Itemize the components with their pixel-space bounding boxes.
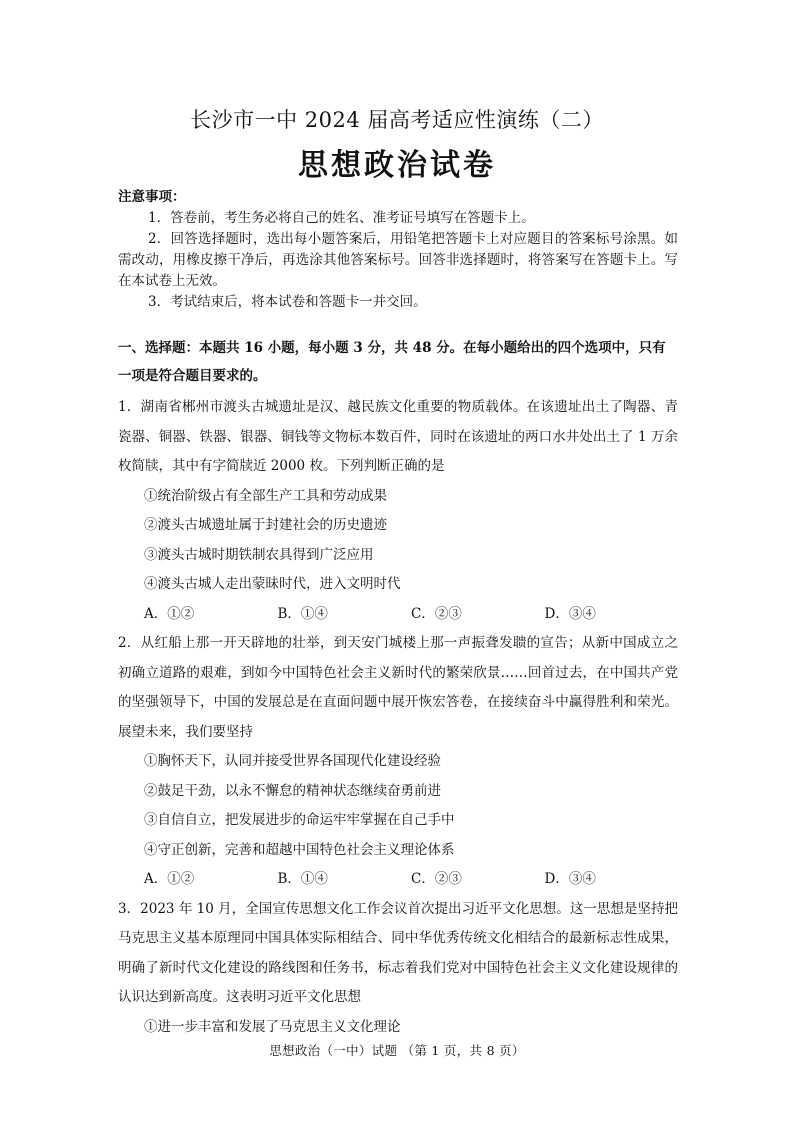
notice-item: 1．答卷前，考生务必将自己的姓名、准考证号填写在答题卡上。 [148, 210, 535, 226]
choice-d: D．③④ [544, 605, 596, 622]
choice-c: C．②③ [411, 871, 462, 887]
answer-choices [118, 600, 678, 630]
question-option: ②渡头古城遗址属于封建社会的历史遗迹 [144, 517, 387, 533]
question-option: ④守正创新，完善和超越中国特色社会主义理论体系 [144, 841, 455, 858]
notice-item: 2．回答选择题时，选出每小题答案后，用铅笔把答题卡上对应题目的答案标号涂黑。如需改动，用橡皮擦干净后，再选涂其他答案标号。回答非选择题时，将答案写在答题卡上。写在本试卷上无效。 [118, 231, 678, 289]
question-stem: 3．2023 年 10 月，全国宣传思想文化工作会议首次提出习近平文化思想。这一思想是坚持把马克思主义基本原理同中国具体实际相结合、同中华优秀传统文化相结合的最新标志性成果，明确了新时代文化建设的路线图和任务书，标志着我们党对中国特色社会主义文化建设规律的认识达到新高度。这表明习近平文化思想 [118, 900, 678, 1005]
exam-subject-title: 思想政治试卷 [298, 148, 496, 183]
notice-item: 3．考试结束后，将本试卷和答题卡一并交回。 [148, 294, 427, 310]
choice-c: C．②③ [411, 605, 462, 622]
question-option: ①统治阶级占有全部生产工具和劳动成果 [144, 487, 387, 504]
question-list [118, 393, 678, 1042]
question-option: ①进一步丰富和发展了马克思主义文化理论 [144, 1018, 401, 1035]
choice-b: B．①④ [277, 605, 328, 622]
question-stem: 1．湖南省郴州市渡头古城遗址是汉、越民族文化重要的物质载体。在该遗址出土了陶器、青瓷器、铜器、铁器、银器、铜钱等文物标本数百件，同时在该遗址的两口水井处出土了 1 万余枚简牍，其中有字简牍近 2000 枚。下列判断正确的是 [118, 399, 678, 474]
question-option: ②鼓足干劲，以永不懈怠的精神状态继续奋勇前进 [144, 782, 441, 799]
choice-a: A．①② [144, 605, 195, 622]
answer-choices [118, 865, 678, 895]
choice-d: D．③④ [544, 871, 596, 887]
notice-block [118, 187, 678, 313]
page-footer: 思想政治（一中）试题 （第 1 页，共 8 页） [269, 1043, 525, 1058]
notice-heading: 注意事项： [118, 189, 186, 205]
question-stem: 2．从红船上那一开天辟地的壮举，到天安门城楼上那一声振聋发聩的宣告；从新中国成立之初确立道路的艰难，到如今中国特色社会主义新时代的繁荣欣景……回首过去，在中国共产党的坚强领导下，中国的发展总是在直面问题中展开恢宏答卷，在接续奋斗中赢得胜利和荣光。展望未来，我们要坚持 [118, 635, 678, 740]
exam-title: 长沙市一中 2024 届高考适应性演练（二） [190, 108, 604, 132]
section-heading: 一、选择题：本题共 16 小题，每小题 3 分，共 48 分。在每小题给出的四个选项中，只有一项是符合题目要求的。 [118, 340, 666, 384]
question-option: ①胸怀天下，认同并接受世界各国现代化建设经验 [144, 753, 441, 769]
choice-a: A．①② [144, 871, 195, 887]
choice-b: B．①④ [277, 871, 328, 887]
question-option: ③自信自立，把发展进步的命运牢牢掌握在自己手中 [144, 812, 455, 828]
question-option: ③渡头古城时期铁制农具得到广泛应用 [144, 546, 374, 563]
question-option: ④渡头古城人走出蒙昧时代，进入文明时代 [144, 576, 401, 592]
